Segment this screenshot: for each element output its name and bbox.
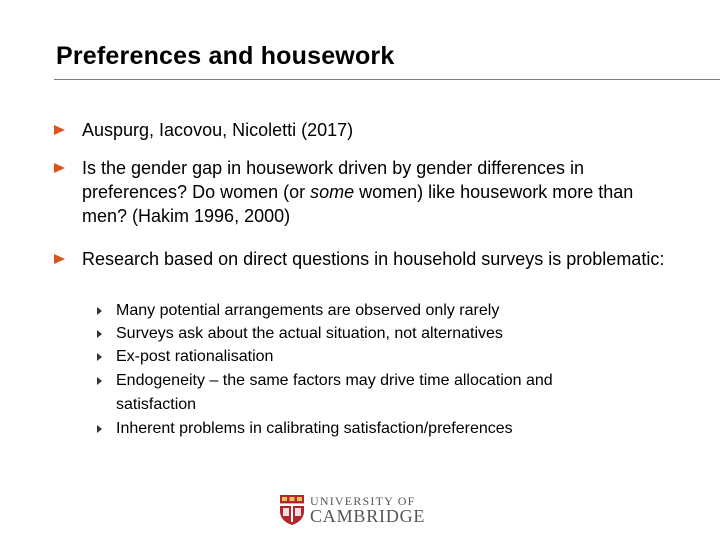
sub-bullet-2: Surveys ask about the actual situation, not alternatives [116,325,503,342]
bullet-2-text-b: women) like housework more than men? (Hakim 1996, 2000) [82,182,634,226]
sub-bullet-4: Endogeneity – the same factors may drive time allocation and satisfaction [116,372,553,413]
sub-bullet-arrow-icon [97,425,102,433]
sub-bullet-arrow-icon [97,377,102,385]
title-rule [54,79,720,80]
bullet-arrow-icon [54,163,65,173]
bullet-2 [82,156,682,228]
logo-line-1: UNIVERSITY OF [310,494,416,508]
bullet-arrow-icon [54,254,65,264]
bullet-3: Research based on direct questions in household surveys is problematic: [82,249,665,269]
bullet-2-emphasis: some [310,182,355,202]
sub-bullet-arrow-icon [97,353,102,361]
sub-bullet-1: Many potential arrangements are observed only rarely [116,302,500,319]
cambridge-crest-icon [279,494,305,526]
logo-line-2: CAMBRIDGE [310,506,426,526]
sub-bullet-5: Inherent problems in calibrating satisfaction/preferences [116,420,513,437]
bullet-2-text-a: Is the gender gap in housework driven by gender differences in preferences? Do women (or [82,158,584,202]
sub-bullet-3: Ex-post rationalisation [116,348,274,365]
sub-bullet-arrow-icon [97,307,102,315]
bullet-1: Auspurg, Iacovou, Nicoletti (2017) [82,120,354,140]
slide-title: Preferences and housework [56,42,395,70]
bullet-arrow-icon [54,125,65,135]
sub-bullet-arrow-icon [97,330,102,338]
